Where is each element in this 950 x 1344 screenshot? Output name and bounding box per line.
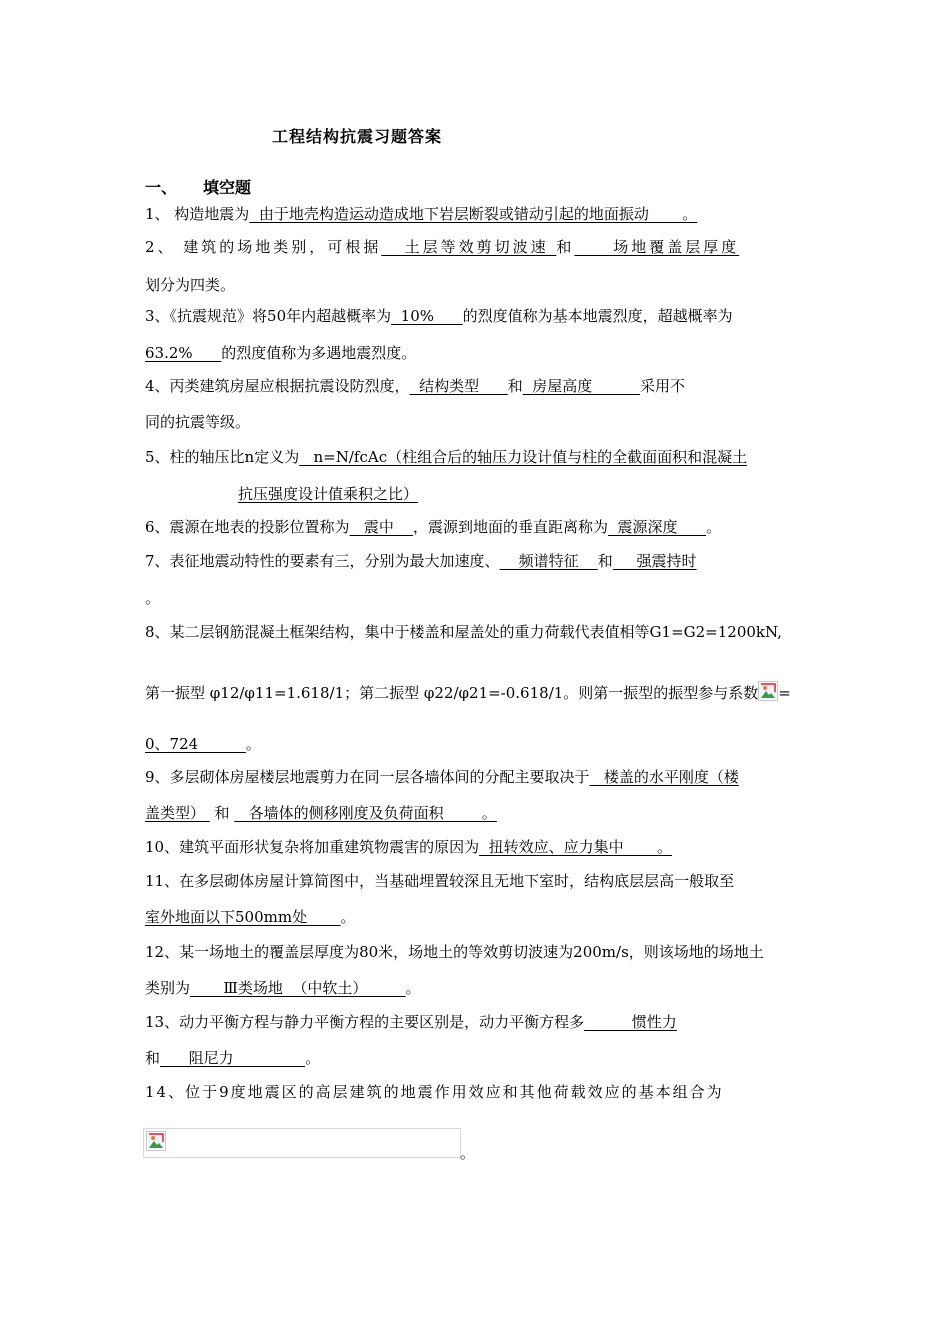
q8-equals: = xyxy=(778,684,791,702)
q10-answer: 扭转效应、应力集中 。 xyxy=(479,838,673,856)
q1-answer: 由于地壳构造运动造成地下岩层断裂或错动引起的地面振动 。 xyxy=(249,205,698,223)
q5-prompt: 5、柱的轴压比n定义为 xyxy=(145,448,300,466)
question-9-cont xyxy=(145,803,497,823)
q3-answer-1: 10% xyxy=(391,307,463,325)
question-13-cont xyxy=(145,1048,320,1068)
q3-answer-2: 63.2% xyxy=(145,344,222,362)
question-13 xyxy=(145,1012,677,1032)
question-10 xyxy=(145,837,672,857)
question-3 xyxy=(145,306,733,326)
q4-connector: 和 xyxy=(507,377,523,395)
q11-post-text: 。 xyxy=(340,908,356,926)
question-7-cont: 。 xyxy=(145,589,161,607)
q6-answer-1: 震中 xyxy=(349,518,413,536)
question-8-line-2 xyxy=(145,681,791,703)
formula-image-placeholder xyxy=(143,1128,461,1158)
q4-prompt: 4、丙类建筑房屋应根据抗震设防烈度， xyxy=(145,377,410,395)
broken-image-icon xyxy=(146,1131,166,1151)
question-3-cont xyxy=(145,343,416,363)
question-5-cont xyxy=(238,484,418,504)
q9-answer-1-cont: 盖类型） xyxy=(145,804,210,822)
q7-connector: 和 xyxy=(597,552,613,570)
q2-answer-1: 土层等效剪切波速 xyxy=(381,238,557,256)
question-11-cont xyxy=(145,907,355,927)
broken-image-icon xyxy=(758,681,778,701)
question-11: 11、在多层砌体房屋计算简图中，当基础埋置较深且无地下室时，结构底层层高一般取至 xyxy=(145,872,735,890)
q12-prompt-cont: 类别为 xyxy=(145,979,191,997)
q13-prompt: 13、动力平衡方程与静力平衡方程的主要区别是，动力平衡方程多 xyxy=(145,1013,585,1031)
question-7 xyxy=(145,551,697,571)
q2-connector: 和 xyxy=(556,238,575,256)
question-9 xyxy=(145,767,739,787)
q7-answer-1: 频谱特征 xyxy=(499,552,598,570)
question-5 xyxy=(145,447,747,467)
q9-answer-2: 各墙体的侧移刚度及负荷面积 。 xyxy=(234,804,497,822)
q12-answer: Ⅲ类场地 （中软土） xyxy=(190,979,406,997)
q7-answer-2: 强震持时 xyxy=(612,552,697,570)
q6-prompt: 6、震源在地表的投影位置称为 xyxy=(145,518,350,536)
q2-prompt: 2、 建筑的场地类别，可根据 xyxy=(145,238,382,256)
question-12: 12、某一场地土的覆盖层厚度为80米，场地土的等效剪切波速为200m/s，则该场地的场地土 xyxy=(145,943,764,961)
q13-connector: 和 xyxy=(145,1049,161,1067)
q10-prompt: 10、建筑平面形状复杂将加重建筑物震害的原因为 xyxy=(145,838,480,856)
q4-post-text: 采用不 xyxy=(639,377,685,395)
q5-answer-cont: 抗压强度设计值乘积之比） xyxy=(238,485,419,503)
question-4 xyxy=(145,376,685,396)
question-6 xyxy=(145,517,721,537)
q13-answer-1: 惯性力 xyxy=(584,1013,677,1031)
q2-answer-2: 场地覆盖层厚度 xyxy=(574,238,740,256)
q6-mid-text: ，震源到地面的垂直距离称为 xyxy=(412,518,608,536)
q7-prompt: 7、表征地震动特性的要素有三，分别为最大加速度、 xyxy=(145,552,500,570)
q13-post-text: 。 xyxy=(305,1049,321,1067)
q11-answer: 室外地面以下500mm处 xyxy=(145,908,341,926)
q6-post-text: 。 xyxy=(706,518,722,536)
section-label: 填空题 xyxy=(203,178,252,197)
question-14: 14、位于9度地震区的高层建筑的地震作用效应和其他荷载效应的基本组合为 xyxy=(145,1083,724,1101)
question-2-cont: 划分为四类。 xyxy=(145,276,236,294)
q8-post-text: 。 xyxy=(245,735,261,753)
section-number: 一、 xyxy=(145,178,178,197)
q12-post-text: 。 xyxy=(405,979,421,997)
q3-post-text: 的烈度值称为多遇地震烈度。 xyxy=(221,344,417,362)
q5-answer: n=N/fcAc（柱组合后的轴压力设计值与柱的全截面面积和混凝土 xyxy=(299,448,748,466)
q9-connector: 和 xyxy=(209,804,235,822)
question-2 xyxy=(145,237,739,257)
q1-prompt: 1、 构造地震为 xyxy=(145,205,250,223)
q13-answer-2: 阻尼力 xyxy=(160,1049,306,1067)
question-8: 8、某二层钢筋混凝土框架结构，集中于楼盖和屋盖处的重力荷载代表值相等G1=G2=1200kN, xyxy=(145,623,782,641)
q3-prompt: 3、《抗震规范》将50年内超越概率为 xyxy=(145,307,392,325)
q3-mid-text: 的烈度值称为基本地震烈度，超越概率为 xyxy=(462,307,733,325)
q4-answer-1: 结构类型 xyxy=(409,377,508,395)
question-8-answer-line xyxy=(145,734,261,754)
question-4-cont: 同的抗震等级。 xyxy=(145,413,251,431)
q6-answer-2: 震源深度 xyxy=(607,518,707,536)
page-title: 工程结构抗震习题答案 xyxy=(272,127,443,146)
question-1 xyxy=(145,204,697,224)
q8-prompt: 第一振型 φ12/φ11=1.618/1；第二振型 φ22/φ21=-0.618/1。则第一振型的振型参与系数 xyxy=(145,684,759,702)
q4-answer-2: 房屋高度 xyxy=(522,377,640,395)
q9-answer-1: 楼盖的水平刚度（楼 xyxy=(589,768,739,786)
q8-answer: 0、724 xyxy=(145,735,246,753)
q14-post-text: 。 xyxy=(460,1144,476,1162)
q9-prompt: 9、多层砌体房屋楼层地震剪力在同一层各墙体间的分配主要取决于 xyxy=(145,768,590,786)
section-heading xyxy=(145,175,251,198)
question-12-cont xyxy=(145,978,421,998)
